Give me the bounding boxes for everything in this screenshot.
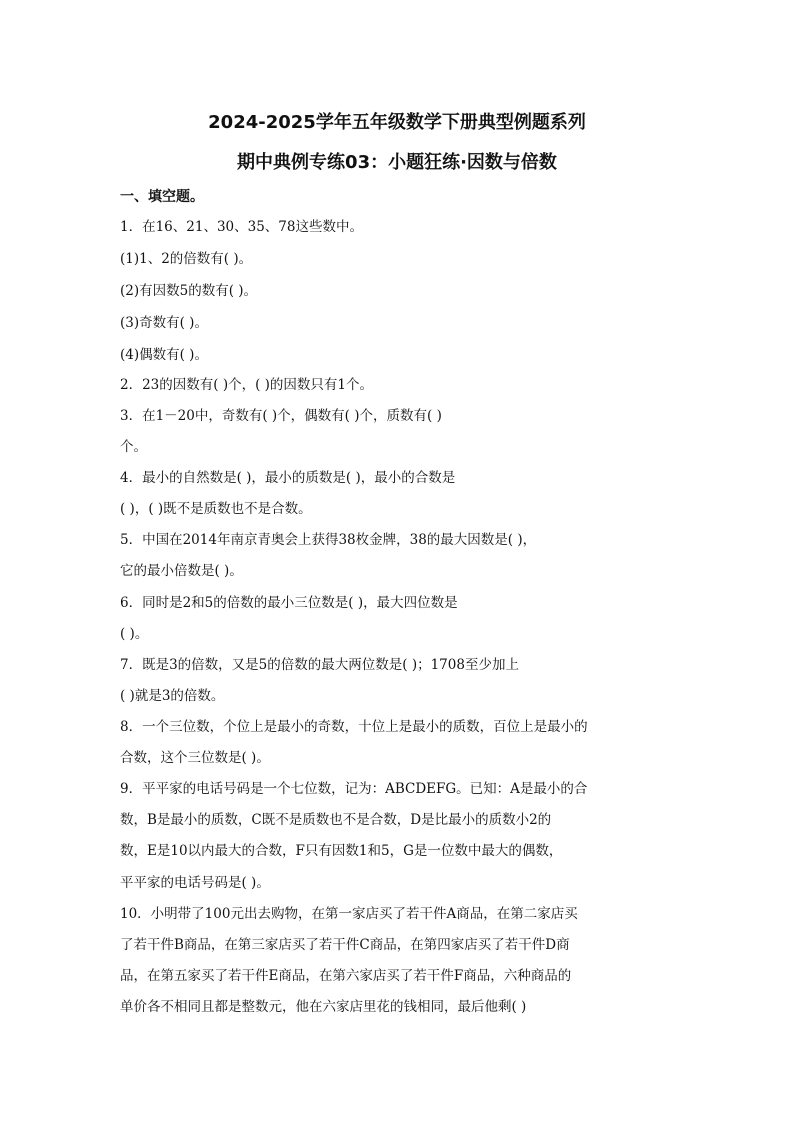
question-4-line-2: ( )，( )既不是质数也不是合数。 <box>120 501 312 517</box>
question-7-line-2: ( )就是3的倍数。 <box>120 688 225 704</box>
question-9-line-3: 数，E是10以内最大的合数，F只有因数1和5，G是一位数中最大的偶数， <box>120 843 563 859</box>
question-1-part-2: (2)有因数5的数有( )。 <box>120 283 258 299</box>
question-10-line-2: 了若干件B商品，在第三家店买了若干件C商品，在第四家店买了若干件D商 <box>120 937 570 953</box>
question-1-part-4: (4)偶数有( )。 <box>120 347 208 363</box>
question-10-line-1: 10．小明带了100元出去购物，在第一家店买了若干件A商品，在第二家店买 <box>120 906 578 922</box>
question-3-line-2: 个。 <box>120 439 147 455</box>
question-1-stem: 1．在16、21、30、35、78这些数中。 <box>120 219 363 235</box>
section-heading: 一、填空题。 <box>120 189 204 205</box>
question-9-line-1: 9．平平家的电话号码是一个七位数，记为：ABCDEFG。已知：A是最小的合 <box>120 781 588 797</box>
question-4-line-1: 4．最小的自然数是( )，最小的质数是( )，最小的合数是 <box>120 470 456 486</box>
question-8-line-1: 8．一个三位数，个位上是最小的奇数，十位上是最小的质数，百位上是最小的 <box>120 719 588 735</box>
question-6-line-1: 6．同时是2和5的倍数的最小三位数是( )，最大四位数是 <box>120 595 458 611</box>
question-5-line-2: 它的最小倍数是( )。 <box>120 563 243 579</box>
question-9-line-4: 平平家的电话号码是( )。 <box>120 875 270 891</box>
document-title: 2024-2025学年五年级数学下册典型例题系列 <box>208 112 586 133</box>
question-1-part-1: (1)1、2的倍数有( )。 <box>120 251 253 267</box>
question-8-line-2: 合数，这个三位数是( )。 <box>120 750 270 766</box>
question-5-line-1: 5．中国在2014年南京青奥会上获得38枚金牌，38的最大因数是( )， <box>120 532 537 548</box>
question-1-part-3: (3)奇数有( )。 <box>120 315 208 331</box>
question-3-line-1: 3．在1－20中，奇数有( )个，偶数有( )个，质数有( ) <box>120 408 442 424</box>
question-10-line-4: 单价各不相同且都是整数元，他在六家店里花的钱相同，最后他剩( ) <box>120 999 527 1015</box>
document-subtitle: 期中典例专练03：小题狂练·因数与倍数 <box>237 152 557 173</box>
question-9-line-2: 数，B是最小的质数，C既不是质数也不是合数，D是比最小的质数小2的 <box>120 812 552 828</box>
question-2: 2．23的因数有( )个，( )的因数只有1个。 <box>120 377 374 393</box>
question-10-line-3: 品，在第五家买了若干件E商品，在第六家店买了若干件F商品，六种商品的 <box>120 968 572 984</box>
question-7-line-1: 7．既是3的倍数，又是5的倍数的最大两位数是( )；1708至少加上 <box>120 657 519 673</box>
question-6-line-2: ( )。 <box>120 626 149 642</box>
